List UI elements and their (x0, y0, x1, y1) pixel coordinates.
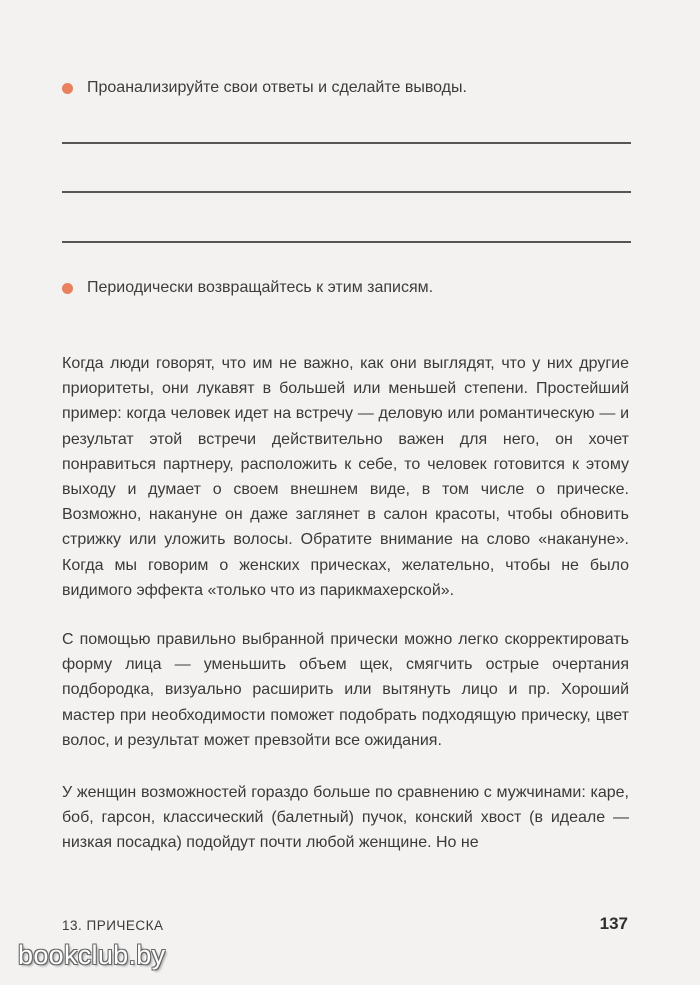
bullet-text: Проанализируйте свои ответы и сделайте выводы. (87, 79, 467, 96)
paragraph-3: У женщин возможностей гораздо больше по сравнению с мужчинами: каре, боб, гарсон, классический (балетный) пучок, конский хвост (в идеале — низкая посадка) подойдут почти любой женщине. Но не (62, 784, 629, 852)
bullet-text: Периодически возвращайтесь к этим записям. (87, 279, 434, 296)
watermark: bookclub.by (18, 940, 166, 970)
page-number: 137 (599, 914, 628, 933)
answer-line-2 (62, 191, 631, 193)
paragraph-2: С помощью правильно выбранной прически можно легко скорректировать форму лица — уменьшить объем щек, смягчить острые очертания подбородка, визуально расширить или вытянуть лицо и пр. Хороший мастер при необходимости поможет подобрать подходящую прическу, цвет волос, и результат может превзойти все ожидания. (62, 631, 629, 749)
bullet-analyze (62, 79, 662, 97)
answer-line-3 (62, 241, 631, 243)
answer-line-1 (62, 142, 631, 144)
running-footer-section: 13. ПРИЧЕСКА (62, 918, 164, 933)
bullet-return (62, 279, 662, 297)
paragraph-1: Когда люди говорят, что им не важно, как они выглядят, что у них другие приоритеты, они лукавят в большей или меньшей степени. Простейший пример: когда человек идет на встречу — деловую или романтическую — и результат этой встречи действительно важен для него, он хочет понравиться партнеру, расположить к себе, то человек готовится к этому выходу и думает о своем внешнем виде, в том числе о прическе. Возможно, накануне он даже заглянет в салон красоты, чтобы обновить стрижку или уложить волосы. Обратите внимание на слово «накануне». Когда мы говорим о женских прическах, желательно, чтобы не было видимого эффекта «только что из парикмахерской». (62, 355, 629, 599)
bullet-dot-icon (62, 283, 73, 294)
bullet-dot-icon (62, 83, 73, 94)
